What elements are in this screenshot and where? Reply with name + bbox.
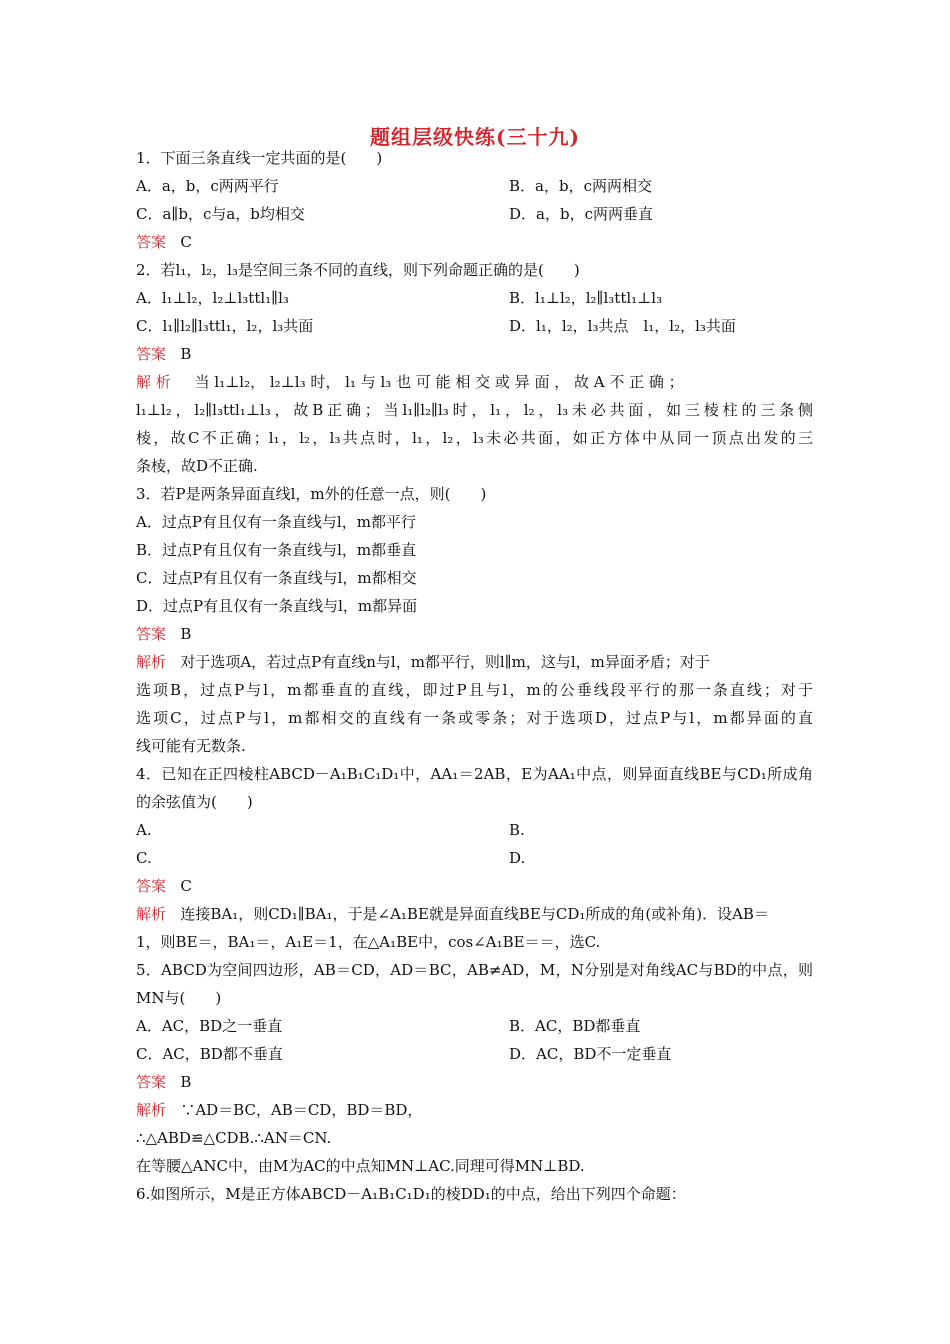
q1-option-b: B．a，b，c两两相交 (509, 177, 652, 195)
analysis-label: 解析 (136, 905, 167, 923)
q4-option-b: B. (509, 821, 525, 839)
q2-answer-row (136, 344, 191, 364)
q2-analysis-line-4: 条棱，故D不正确. (136, 457, 258, 475)
q1-option-c: C．a∥b，c与a，b均相交 (136, 205, 305, 223)
q2-analysis-line-2: l₁⊥l₂，l₂∥l₃ttl₁⊥l₃，故B正确；当l₁∥l₂∥l₃时，l₁，l₂，l₃未必共面，如三棱柱的三条侧 (136, 401, 813, 419)
analysis-label: 解析 (136, 653, 167, 671)
q1-stem: 1．下面三条直线一定共面的是( ) (136, 149, 383, 167)
q4-option-a: A. (136, 821, 152, 839)
q3-option-d: D．过点P有且仅有一条直线与l，m都异面 (136, 597, 418, 615)
q3-option-c: C．过点P有且仅有一条直线与l，m都相交 (136, 569, 417, 587)
q4-option-c: C. (136, 849, 152, 867)
q3-analysis-row-1 (136, 652, 710, 672)
q4-stem-line-2: 的余弦值为( ) (136, 793, 253, 811)
q3-stem: 3．若P是两条异面直线l，m外的任意一点，则( ) (136, 485, 487, 503)
q2-analysis-line-1: 当 l₁⊥l₂， l₂⊥l₃ 时， l₁ 与 l₃ 也 可 能 相 交 或 异 面 ， 故 A 不 正 确 ； (194, 373, 684, 391)
q5-analysis-row-1 (136, 1100, 422, 1120)
q5-analysis-line-1: ∵AD＝BC，AB＝CD，BD＝BD， (180, 1101, 423, 1119)
q5-answer: B (180, 1073, 192, 1091)
q1-option-d: D．a，b，c两两垂直 (509, 205, 653, 223)
q2-analysis-line-3: 棱，故C不正确；l₁，l₂，l₃共点时，l₁，l₂，l₃未必共面，如正方体中从同一顶点出发的三 (136, 429, 813, 447)
q2-option-a: A．l₁⊥l₂，l₂⊥l₃ttl₁∥l₃ (136, 289, 289, 307)
q4-stem-line-1: 4．已知在正四棱柱ABCD－A₁B₁C₁D₁中，AA₁＝2AB，E为AA₁中点，则异面直线BE与CD₁所成角 (136, 765, 813, 783)
q5-option-b: B．AC，BD都垂直 (509, 1017, 641, 1035)
q2-option-b: B．l₁⊥l₂，l₂∥l₃ttl₁⊥l₃ (509, 289, 663, 307)
q2-analysis-row-1 (136, 372, 684, 392)
q3-analysis-line-4: 线可能有无数条. (136, 737, 246, 755)
answer-label: 答案 (136, 1073, 167, 1091)
q5-analysis-line-3: 在等腰△ANC中，由M为AC的中点知MN⊥AC.同理可得MN⊥BD. (136, 1157, 585, 1175)
q5-analysis-line-2: ∴△ABD≌△CDB.∴AN＝CN. (136, 1129, 332, 1147)
q3-answer: B (180, 625, 192, 643)
answer-label: 答案 (136, 345, 167, 363)
q5-option-a: A．AC，BD之一垂直 (136, 1017, 283, 1035)
q2-answer: B (180, 345, 192, 363)
q5-option-c: C．AC，BD都不垂直 (136, 1045, 283, 1063)
q3-analysis-line-1: 对于选项A，若过点P有直线n与l，m都平行，则l∥m，这与l，m异面矛盾；对于 (180, 653, 710, 671)
q3-option-b: B．过点P有且仅有一条直线与l，m都垂直 (136, 541, 417, 559)
q2-stem: 2．若l₁，l₂，l₃是空间三条不同的直线，则下列命题正确的是( ) (136, 261, 580, 279)
q5-stem-line-2: MN与( ) (136, 989, 222, 1007)
q3-analysis-line-2: 选项B，过点P与l，m都垂直的直线，即过P且与l，m的公垂线段平行的那一条直线；对于 (136, 681, 813, 699)
q2-option-d: D．l₁，l₂，l₃共点 l₁，l₂，l₃共面 (509, 317, 736, 335)
q1-answer: C (180, 233, 192, 251)
answer-label: 答案 (136, 625, 167, 643)
q6-stem: 6.如图所示，M是正方体ABCD－A₁B₁C₁D₁的棱DD₁的中点，给出下列四个命题： (136, 1185, 686, 1203)
q4-analysis-line-1: 连接BA₁，则CD₁∥BA₁，于是∠A₁BE就是异面直线BE与CD₁所成的角(或补角)．设AB＝ (180, 905, 769, 923)
page-title: 题组层级快练(三十九) (370, 125, 580, 149)
answer-label: 答案 (136, 877, 167, 895)
q5-stem-line-1: 5．ABCD为空间四边形，AB＝CD，AD＝BC，AB≠AD，M，N分别是对角线AC与BD的中点，则 (136, 961, 813, 979)
q1-option-a: A．a，b，c两两平行 (136, 177, 279, 195)
q5-option-d: D．AC，BD不一定垂直 (509, 1045, 672, 1063)
analysis-label: 解析 (136, 1101, 167, 1119)
answer-label: 答案 (136, 233, 167, 251)
q4-analysis-line-2: 1，则BE＝，BA₁＝，A₁E＝1，在△A₁BE中，cos∠A₁BE＝＝，选C. (136, 933, 601, 951)
analysis-label: 解 析 (136, 373, 171, 391)
q2-option-c: C．l₁∥l₂∥l₃ttl₁，l₂，l₃共面 (136, 317, 314, 335)
q3-option-a: A．过点P有且仅有一条直线与l，m都平行 (136, 513, 416, 531)
q4-option-d: D. (509, 849, 526, 867)
q5-answer-row (136, 1072, 191, 1092)
q1-answer-row (136, 232, 192, 252)
q4-analysis-row-1 (136, 904, 769, 924)
q4-answer-row (136, 876, 192, 896)
q3-analysis-line-3: 选项C，过点P与l，m都相交的直线有一条或零条；对于选项D，过点P与l，m都异面的直 (136, 709, 813, 727)
q3-answer-row (136, 624, 191, 644)
q4-answer: C (180, 877, 192, 895)
